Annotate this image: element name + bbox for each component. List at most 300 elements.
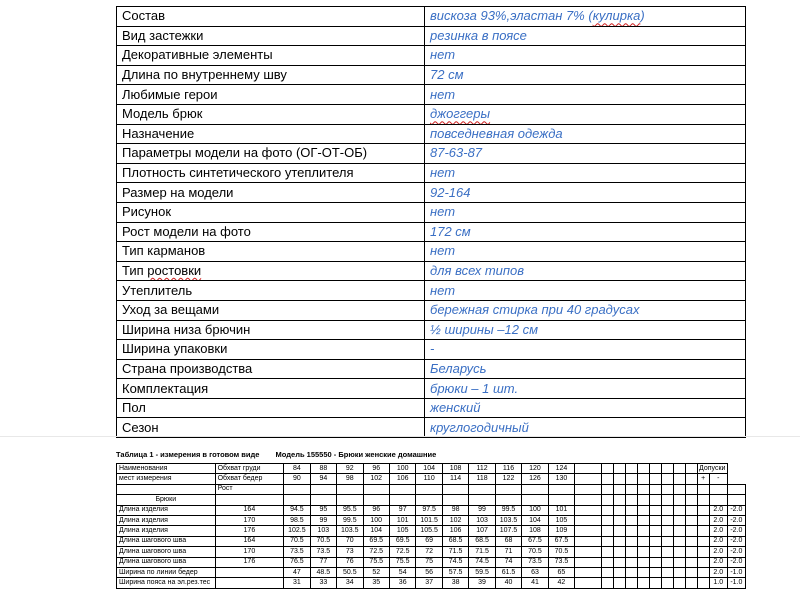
measurement-row — [117, 578, 746, 588]
measurement-value: 99.5 — [337, 515, 363, 525]
hip-girth-value: 118 — [469, 474, 495, 484]
chest-girth-value: 88 — [310, 464, 336, 474]
empty-cell — [625, 567, 637, 577]
empty-cell — [685, 578, 697, 588]
empty-cell — [601, 557, 613, 567]
empty-cell — [673, 526, 685, 536]
spec-value: повседневная одежда — [425, 124, 746, 144]
empty-cell — [637, 536, 649, 546]
spec-label: Плотность синтетического утеплителя — [117, 163, 425, 183]
measurement-value: 104 — [363, 526, 389, 536]
measurement-row — [117, 536, 746, 546]
measurement-value: 98 — [442, 505, 468, 515]
empty-cell — [649, 484, 661, 494]
measurement-value: 102 — [442, 515, 468, 525]
spec-label: Вид застежки — [117, 26, 425, 46]
measurement-row — [117, 526, 746, 536]
measurement-value: 71.5 — [442, 547, 468, 557]
empty-cell — [637, 557, 649, 567]
spec-label: Сезон — [117, 418, 425, 438]
spec-row — [117, 124, 746, 144]
measurement-value: 69.5 — [389, 536, 415, 546]
empty-cell — [697, 484, 709, 494]
empty-cell — [442, 484, 468, 494]
measurement-value: 96 — [363, 505, 389, 515]
empty-cell — [673, 547, 685, 557]
measurement-value: 57.5 — [442, 567, 468, 577]
empty-cell — [469, 495, 495, 505]
spec-row — [117, 202, 746, 222]
empty-cell — [697, 578, 709, 588]
empty-cell — [673, 567, 685, 577]
spec-value: женский — [425, 398, 746, 418]
empty-cell — [215, 495, 284, 505]
empty-cell — [637, 484, 649, 494]
empty-cell — [661, 495, 673, 505]
measurement-value: 65 — [548, 567, 574, 577]
empty-cell — [601, 464, 613, 474]
measurement-name: Длина изделия — [117, 526, 216, 536]
empty-cell — [649, 567, 661, 577]
measurement-value: 73.5 — [522, 557, 548, 567]
measurement-name: Длина изделия — [117, 515, 216, 525]
height-value — [215, 578, 284, 588]
empty-cell — [697, 557, 709, 567]
spec-row — [117, 379, 746, 399]
spec-label: Длина по внутреннему шву — [117, 65, 425, 85]
empty-cell — [601, 536, 613, 546]
tolerance-minus-value: -1.0 — [727, 567, 745, 577]
spec-value — [425, 104, 746, 124]
spec-value: Беларусь — [425, 359, 746, 379]
empty-cell — [649, 495, 661, 505]
empty-cell — [697, 536, 709, 546]
hip-girth-value: 126 — [522, 474, 548, 484]
measurement-value: 95.5 — [337, 505, 363, 515]
empty-cell — [613, 547, 625, 557]
spec-label: Декоративные элементы — [117, 46, 425, 66]
measurement-value: 94.5 — [284, 505, 310, 515]
spec-label: Утеплитель — [117, 281, 425, 301]
empty-cell — [685, 567, 697, 577]
empty-cell — [613, 578, 625, 588]
measurement-value: 105.5 — [416, 526, 442, 536]
empty-cell — [575, 567, 601, 577]
tolerance-minus-value: -1.0 — [727, 578, 745, 588]
empty-cell — [469, 484, 495, 494]
tolerance-plus-header: + — [697, 474, 709, 484]
spec-value: для всех типов — [425, 261, 746, 281]
measurement-name: Длина шагового шва — [117, 557, 216, 567]
empty-cell — [661, 578, 673, 588]
height-value: 176 — [215, 526, 284, 536]
empty-cell — [613, 474, 625, 484]
spec-row — [117, 300, 746, 320]
measurement-value: 107.5 — [495, 526, 521, 536]
empty-cell — [442, 495, 468, 505]
hip-girth-value: 94 — [310, 474, 336, 484]
empty-cell — [613, 495, 625, 505]
empty-cell — [337, 484, 363, 494]
empty-cell — [613, 567, 625, 577]
measurement-value: 72.5 — [389, 547, 415, 557]
empty-cell — [625, 484, 637, 494]
height-value: 170 — [215, 547, 284, 557]
measurement-value: 99.5 — [495, 505, 521, 515]
measurement-value: 39 — [469, 578, 495, 588]
empty-cell — [575, 474, 601, 484]
spec-label: Тип ростовки — [117, 261, 425, 281]
empty-cell — [310, 484, 336, 494]
measurement-table-title — [116, 450, 450, 459]
empty-cell — [613, 526, 625, 536]
empty-cell — [685, 474, 697, 484]
empty-cell — [416, 495, 442, 505]
empty-cell — [416, 484, 442, 494]
spec-value: 87-63-87 — [425, 144, 746, 164]
empty-cell — [601, 505, 613, 515]
measurement-value: 61.5 — [495, 567, 521, 577]
empty-cell — [661, 484, 673, 494]
measurement-value: 77 — [310, 557, 336, 567]
measurement-name: Длина изделия — [117, 505, 216, 515]
empty-cell — [685, 484, 697, 494]
measurement-value: 103 — [469, 515, 495, 525]
chest-girth-value: 116 — [495, 464, 521, 474]
measurement-value: 42 — [548, 578, 574, 588]
measurement-value: 33 — [310, 578, 336, 588]
measurement-value: 75 — [416, 557, 442, 567]
empty-cell — [625, 505, 637, 515]
measurement-value: 71 — [495, 547, 521, 557]
empty-cell — [625, 515, 637, 525]
page-separator — [0, 436, 800, 437]
tolerance-header: Допуски — [697, 464, 727, 474]
measurement-value: 36 — [389, 578, 415, 588]
measurement-value: 35 — [363, 578, 389, 588]
empty-cell — [697, 567, 709, 577]
spec-label: Рост модели на фото — [117, 222, 425, 242]
empty-cell — [697, 515, 709, 525]
empty-cell — [685, 557, 697, 567]
empty-cell — [673, 536, 685, 546]
measurement-name: Длина шагового шва — [117, 536, 216, 546]
measurement-value: 95 — [310, 505, 336, 515]
spec-row — [117, 222, 746, 242]
measurement-value: 52 — [363, 567, 389, 577]
empty-cell — [649, 464, 661, 474]
spec-value: вискоза 93%,эластан 7% (кулирка) — [425, 7, 746, 27]
spec-row — [117, 242, 746, 262]
empty-cell — [575, 557, 601, 567]
empty-cell — [625, 578, 637, 588]
tolerance-minus-value: -2.0 — [727, 536, 745, 546]
chest-girth-value: 104 — [416, 464, 442, 474]
measurement-value: 107 — [469, 526, 495, 536]
height-value: 170 — [215, 515, 284, 525]
empty-cell — [661, 557, 673, 567]
empty-cell — [649, 557, 661, 567]
empty-cell — [613, 536, 625, 546]
measurement-value: 73 — [337, 547, 363, 557]
empty-cell — [117, 484, 216, 494]
empty-cell — [575, 464, 601, 474]
spec-row — [117, 281, 746, 301]
height-label: Рост — [215, 484, 284, 494]
measurement-value: 74.5 — [469, 557, 495, 567]
hip-girth-value: 130 — [548, 474, 574, 484]
measurement-value: 70 — [337, 536, 363, 546]
spec-label: Ширина низа брючин — [117, 320, 425, 340]
empty-cell — [685, 464, 697, 474]
empty-cell — [625, 474, 637, 484]
measurement-value: 68 — [495, 536, 521, 546]
spec-value: 172 см — [425, 222, 746, 242]
empty-cell — [673, 515, 685, 525]
empty-cell — [727, 484, 745, 494]
spec-label: Ширина упаковки — [117, 340, 425, 360]
spec-value: нет — [425, 281, 746, 301]
empty-cell — [697, 495, 709, 505]
spec-label: Параметры модели на фото (ОГ-ОТ-ОБ) — [117, 144, 425, 164]
empty-cell — [649, 578, 661, 588]
empty-cell — [575, 515, 601, 525]
spec-value: нет — [425, 85, 746, 105]
empty-cell — [649, 474, 661, 484]
spec-row — [117, 359, 746, 379]
tolerance-minus-header: - — [709, 474, 727, 484]
empty-cell — [601, 547, 613, 557]
measurement-value: 68.5 — [469, 536, 495, 546]
measurement-value: 69.5 — [363, 536, 389, 546]
empty-cell — [337, 495, 363, 505]
empty-cell — [661, 547, 673, 557]
measurement-value: 68.5 — [442, 536, 468, 546]
spec-label: Назначение — [117, 124, 425, 144]
spec-row — [117, 104, 746, 124]
empty-cell — [613, 505, 625, 515]
measurement-value: 70.5 — [310, 536, 336, 546]
empty-cell — [389, 495, 415, 505]
empty-cell — [685, 495, 697, 505]
empty-cell — [613, 515, 625, 525]
empty-cell — [625, 526, 637, 536]
empty-cell — [637, 495, 649, 505]
measurement-value: 40 — [495, 578, 521, 588]
product-spec-table — [116, 6, 746, 438]
hip-girth-value: 106 — [389, 474, 415, 484]
empty-cell — [673, 464, 685, 474]
chest-girth-value: 100 — [389, 464, 415, 474]
spec-label: Рисунок — [117, 202, 425, 222]
tolerance-plus-value: 2.0 — [709, 505, 727, 515]
measurement-value: 97.5 — [416, 505, 442, 515]
empty-cell — [575, 505, 601, 515]
tolerance-plus-value: 2.0 — [709, 567, 727, 577]
spec-row — [117, 46, 746, 66]
empty-cell — [637, 578, 649, 588]
chest-girth-value: 120 — [522, 464, 548, 474]
measurement-value: 72 — [416, 547, 442, 557]
empty-cell — [673, 495, 685, 505]
measurement-value: 50.5 — [337, 567, 363, 577]
spec-value: круглогодичный — [425, 418, 746, 438]
measurement-value: 71.5 — [469, 547, 495, 557]
empty-cell — [575, 547, 601, 557]
spec-label: Страна производства — [117, 359, 425, 379]
measurement-value: 75.5 — [363, 557, 389, 567]
tolerance-plus-value: 2.0 — [709, 526, 727, 536]
chest-girth-value: 112 — [469, 464, 495, 474]
spec-label: Пол — [117, 398, 425, 418]
measurement-value: 108 — [522, 526, 548, 536]
hip-girth-value: 98 — [337, 474, 363, 484]
hip-girth-value: 114 — [442, 474, 468, 484]
measurement-value: 74 — [495, 557, 521, 567]
empty-cell — [661, 567, 673, 577]
empty-cell — [673, 578, 685, 588]
tolerance-plus-value: 2.0 — [709, 515, 727, 525]
measurement-value: 104 — [522, 515, 548, 525]
empty-cell — [697, 505, 709, 515]
chest-girth-value: 124 — [548, 464, 574, 474]
spec-row — [117, 85, 746, 105]
empty-cell — [661, 474, 673, 484]
empty-cell — [649, 505, 661, 515]
spec-value: 92-164 — [425, 183, 746, 203]
empty-cell — [673, 474, 685, 484]
measurement-table — [116, 463, 746, 589]
empty-cell — [649, 547, 661, 557]
empty-cell — [522, 495, 548, 505]
empty-cell — [495, 484, 521, 494]
empty-cell — [649, 526, 661, 536]
spec-row — [117, 65, 746, 85]
chest-girth-value: 96 — [363, 464, 389, 474]
empty-cell — [363, 495, 389, 505]
garment-group-label: Брюки — [117, 495, 216, 505]
spec-value: резинка в поясе — [425, 26, 746, 46]
empty-cell — [709, 484, 727, 494]
measurement-value: 73.5 — [284, 547, 310, 557]
spec-row — [117, 418, 746, 438]
spec-row — [117, 26, 746, 46]
measurement-name: Ширина пояса на эл.рез.тес — [117, 578, 216, 588]
spec-label: Размер на модели — [117, 183, 425, 203]
empty-cell — [548, 495, 574, 505]
empty-cell — [673, 557, 685, 567]
measurement-value: 76.5 — [284, 557, 310, 567]
tolerance-minus-value: -2.0 — [727, 547, 745, 557]
empty-cell — [661, 526, 673, 536]
empty-cell — [310, 495, 336, 505]
measurement-value: 103 — [310, 526, 336, 536]
tolerance-minus-value: -2.0 — [727, 526, 745, 536]
tolerance-minus-value: -2.0 — [727, 505, 745, 515]
empty-cell — [601, 484, 613, 494]
empty-cell — [613, 484, 625, 494]
spellcheck-underline: кулирка — [592, 8, 641, 24]
measurement-value: 63 — [522, 567, 548, 577]
chest-girth-value: 84 — [284, 464, 310, 474]
spec-row — [117, 163, 746, 183]
measurement-row — [117, 567, 746, 577]
spec-row — [117, 398, 746, 418]
empty-cell — [601, 578, 613, 588]
empty-cell — [637, 567, 649, 577]
empty-cell — [575, 526, 601, 536]
empty-cell — [637, 547, 649, 557]
measurement-value: 47 — [284, 567, 310, 577]
measurement-value: 69 — [416, 536, 442, 546]
measurement-header-row — [117, 474, 746, 484]
empty-cell — [697, 547, 709, 557]
measurement-value: 101 — [548, 505, 574, 515]
empty-cell — [661, 464, 673, 474]
empty-cell — [625, 495, 637, 505]
empty-cell — [685, 547, 697, 557]
empty-cell — [697, 526, 709, 536]
spec-label: Уход за вещами — [117, 300, 425, 320]
measurement-value: 105 — [389, 526, 415, 536]
measurement-value: 37 — [416, 578, 442, 588]
measurement-value: 105 — [548, 515, 574, 525]
spec-label: Любимые герои — [117, 85, 425, 105]
empty-cell — [709, 495, 727, 505]
measurement-value: 101 — [389, 515, 415, 525]
measurement-value: 54 — [389, 567, 415, 577]
empty-cell — [649, 515, 661, 525]
empty-cell — [601, 526, 613, 536]
empty-cell — [575, 536, 601, 546]
measurement-value: 75.5 — [389, 557, 415, 567]
measurement-value: 67.5 — [548, 536, 574, 546]
tolerance-plus-value: 2.0 — [709, 547, 727, 557]
measurement-row — [117, 505, 746, 515]
empty-cell — [685, 536, 697, 546]
hip-girth-value: 90 — [284, 474, 310, 484]
empty-cell — [575, 578, 601, 588]
measurement-value: 31 — [284, 578, 310, 588]
measurement-value: 99 — [310, 515, 336, 525]
tolerance-plus-value: 2.0 — [709, 536, 727, 546]
measurement-value: 48.5 — [310, 567, 336, 577]
tolerance-minus-value: -2.0 — [727, 515, 745, 525]
measurement-name-header: Наименования — [117, 464, 216, 474]
empty-cell — [284, 484, 310, 494]
empty-cell — [673, 484, 685, 494]
hip-girth-label: Обхват бедер — [215, 474, 284, 484]
measurement-value: 102.5 — [284, 526, 310, 536]
measurement-model-caption: Модель 155550 - Брюки женские домашние — [275, 450, 437, 459]
spec-label: Тип карманов — [117, 242, 425, 262]
measurement-value: 100 — [522, 505, 548, 515]
empty-cell — [601, 515, 613, 525]
hip-girth-value: 110 — [416, 474, 442, 484]
spec-value: брюки – 1 шт. — [425, 379, 746, 399]
spec-value: - — [425, 340, 746, 360]
empty-cell — [495, 495, 521, 505]
empty-cell — [613, 464, 625, 474]
measurement-value: 41 — [522, 578, 548, 588]
measurement-value: 70.5 — [548, 547, 574, 557]
group-row — [117, 495, 746, 505]
empty-cell — [661, 505, 673, 515]
chest-girth-value: 92 — [337, 464, 363, 474]
measurement-value: 106 — [442, 526, 468, 536]
spec-value: нет — [425, 46, 746, 66]
empty-cell — [637, 515, 649, 525]
